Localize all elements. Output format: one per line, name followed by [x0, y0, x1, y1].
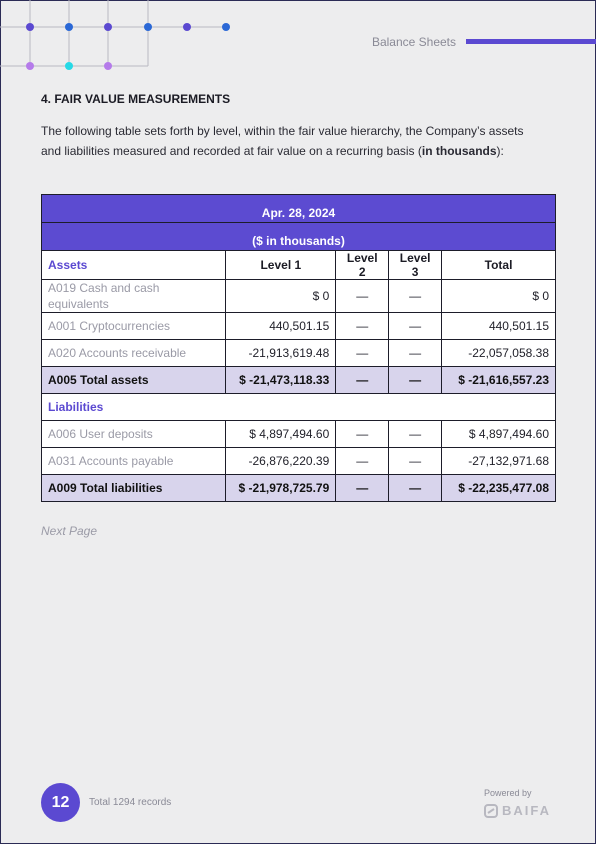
cell-level1: $ 4,897,494.60 [226, 421, 336, 448]
period-header: Apr. 28, 2024 [42, 195, 556, 223]
row-label: A001 Cryptocurrencies [42, 313, 226, 340]
cell-level1: -21,913,619.48 [226, 340, 336, 367]
cell-level3: — [389, 448, 442, 475]
node-dot [26, 23, 34, 31]
table-row [42, 313, 556, 340]
cell-level1: 440,501.15 [226, 313, 336, 340]
node-dot [26, 62, 34, 70]
total-liabilities-row [42, 475, 556, 502]
row-label: A031 Accounts payable [42, 448, 226, 475]
row-label: A020 Accounts receivable [42, 340, 226, 367]
node-dot [65, 62, 73, 70]
cell-level3: — [389, 421, 442, 448]
row-label: A009 Total liabilities [42, 475, 226, 502]
brand-name: BAIFA [502, 803, 551, 818]
cell-level3: — [389, 280, 442, 313]
cell-level1: $ -21,473,118.33 [226, 367, 336, 394]
cell-level2: — [336, 475, 389, 502]
table-row [42, 448, 556, 475]
cell-total: $ -21,616,557.23 [442, 367, 556, 394]
cell-level2: — [336, 280, 389, 313]
cell-level2: — [336, 448, 389, 475]
cell-total: 440,501.15 [442, 313, 556, 340]
liabilities-heading-row [42, 394, 556, 421]
node-dot [144, 23, 152, 31]
table-row [42, 280, 556, 313]
row-label: A006 User deposits [42, 421, 226, 448]
circuit-decoration [0, 0, 240, 75]
total-assets-row [42, 367, 556, 394]
column-header-row [42, 251, 556, 280]
col-total: Total [442, 251, 556, 280]
col-level2: Level 2 [336, 251, 389, 280]
node-dot [183, 23, 191, 31]
table-row [42, 421, 556, 448]
row-label: A005 Total assets [42, 367, 226, 394]
cell-total: $ -22,235,477.08 [442, 475, 556, 502]
intro-bold: in thousands [421, 144, 497, 158]
header-accent-bar [466, 39, 596, 44]
cell-level1: $ 0 [226, 280, 336, 313]
cell-level2: — [336, 313, 389, 340]
row-label: A019 Cash and cash equivalents [42, 280, 226, 313]
records-count: Total 1294 records [89, 797, 172, 808]
fair-value-table [41, 194, 556, 502]
cell-total: -22,057,058.38 [442, 340, 556, 367]
col-level1: Level 1 [226, 251, 336, 280]
section-title: 4. FAIR VALUE MEASUREMENTS [41, 92, 231, 106]
cell-level2: — [336, 421, 389, 448]
intro-paragraph [41, 121, 541, 161]
node-dot [104, 62, 112, 70]
intro-text: The following table sets forth by level, within the fair value hierarchy, the Company’s assets and liabilities measured and recorded at fair value on a recurring basis ( [41, 124, 524, 158]
cell-level3: — [389, 313, 442, 340]
cell-level1: -26,876,220.39 [226, 448, 336, 475]
cell-level2: — [336, 340, 389, 367]
brand-mark-icon [484, 804, 498, 818]
cell-level2: — [336, 367, 389, 394]
table-row [42, 340, 556, 367]
page-number-badge: 12 [41, 783, 80, 822]
powered-by-label: Powered by [484, 788, 532, 798]
node-dot [222, 23, 230, 31]
cell-total: -27,132,971.68 [442, 448, 556, 475]
unit-header: ($ in thousands) [42, 223, 556, 251]
cell-total: $ 0 [442, 280, 556, 313]
intro-text-end: ): [496, 144, 504, 158]
assets-heading: Assets [42, 251, 226, 280]
brand-logo [484, 803, 551, 818]
next-page-link[interactable]: Next Page [41, 524, 98, 538]
cell-level3: — [389, 367, 442, 394]
cell-total: $ 4,897,494.60 [442, 421, 556, 448]
header-title: Balance Sheets [371, 35, 456, 49]
cell-level3: — [389, 475, 442, 502]
cell-level1: $ -21,978,725.79 [226, 475, 336, 502]
cell-level3: — [389, 340, 442, 367]
col-level3: Level 3 [389, 251, 442, 280]
node-dot [104, 23, 112, 31]
node-dot [65, 23, 73, 31]
liabilities-heading: Liabilities [42, 394, 556, 421]
